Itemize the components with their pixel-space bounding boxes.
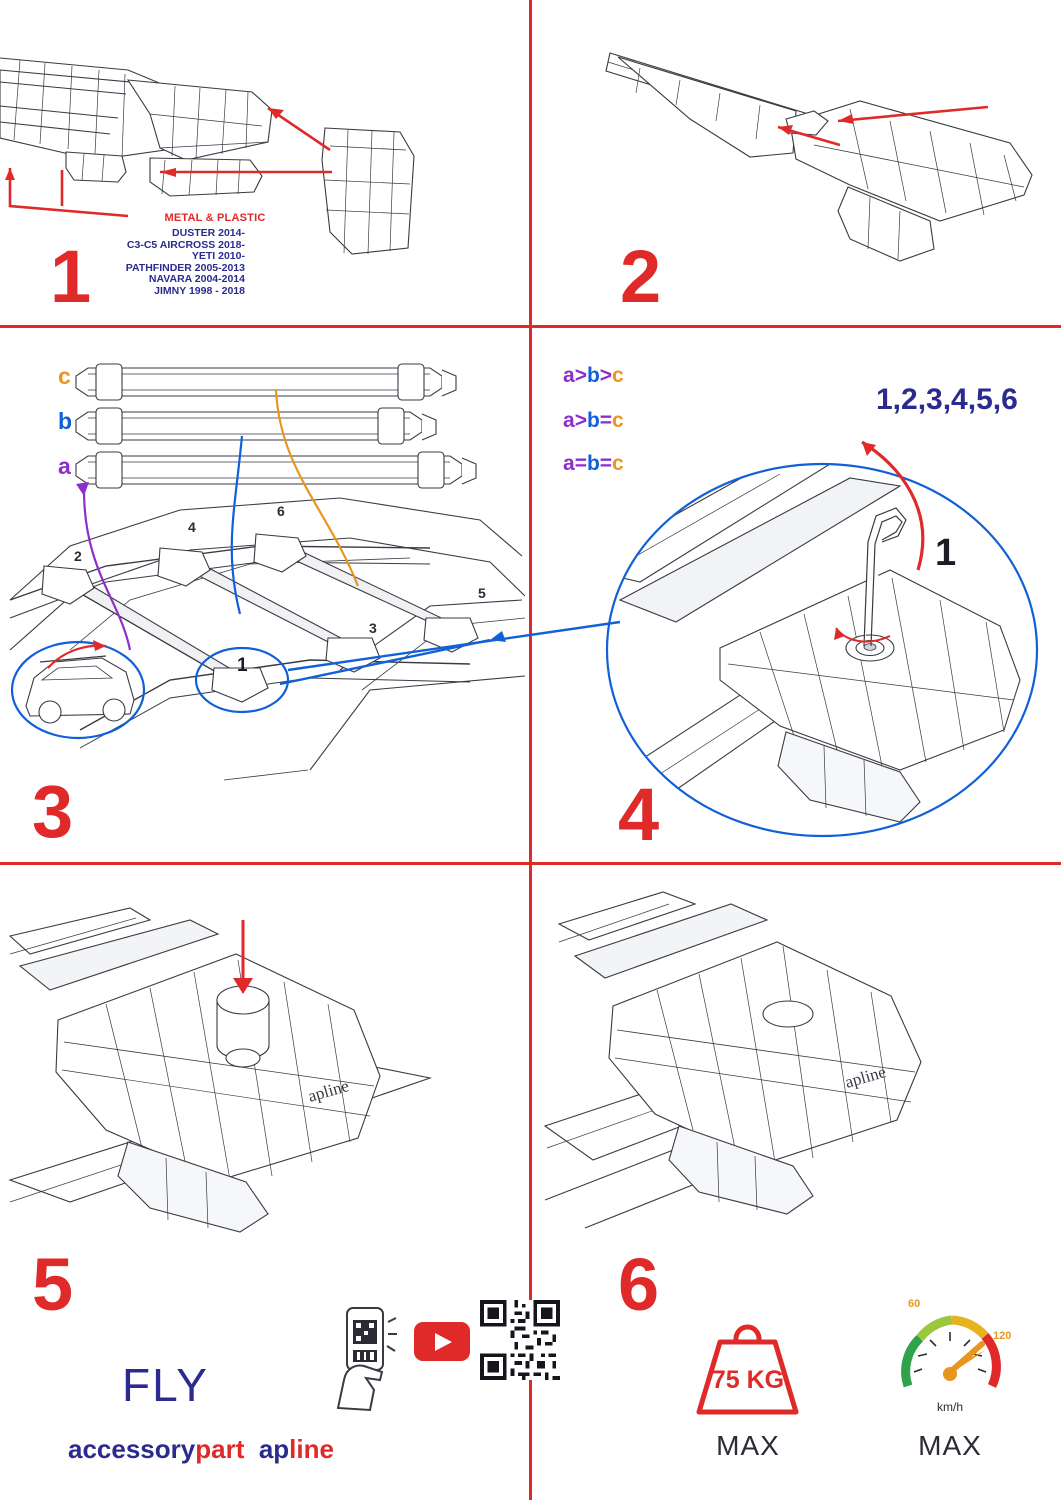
vehicle-list-item: C3-C5 AIRCROSS 2018- [126,238,245,251]
speed-unit-label: km/h [936,1400,963,1414]
callout-2: 2 [74,548,82,564]
step3-detail-badge: 1 [237,655,248,676]
brand-accessory: accessory [68,1434,196,1464]
step-number-1: 1 [50,235,90,318]
step4-sequence [876,385,1018,415]
callout-3: 3 [369,620,377,636]
step-number-3: 3 [32,770,72,853]
step-6-illustration [545,880,1045,1225]
brand-ap: ap [258,1434,290,1464]
fly-wordmark: FLY [122,1359,209,1411]
divider-col-bottom [529,865,532,1500]
step-number-4: 4 [618,773,658,856]
vehicle-list-item: NAVARA 2004-2014 [148,273,245,285]
callout-6: 6 [277,503,285,519]
step-5-illustration [10,880,520,1225]
eq-op: = [599,409,613,432]
bar-label-b: b [58,408,73,434]
eq-op: = [574,452,587,475]
metal-plastic-heading: METAL & PLASTIC [164,212,266,224]
qr-code [480,1300,560,1380]
weight-limit-icon [690,1308,805,1418]
eq-op: > [599,364,613,387]
vehicle-list-item: PATHFINDER 2005-2013 [125,261,245,274]
step-number-2: 2 [620,235,660,318]
divider-col-top [529,0,532,325]
eq-op: > [574,364,587,387]
eq-term: c [612,409,624,432]
step4-detail-badge: 1 [935,532,957,574]
svg-text:apline: apline [305,1076,352,1106]
divider-col-mid [529,328,532,862]
weight-limit-caption: MAX [716,1430,780,1461]
vehicle-list-item: YETI 2010- [191,250,245,262]
step-4-illustration [600,450,1045,840]
brand-line: line [289,1434,334,1464]
eq-term: b [586,364,600,387]
vehicle-list-item: JIMNY 1998 - 2018 [154,284,245,297]
brand-part: part [195,1434,245,1464]
step-number-5: 5 [32,1243,72,1326]
brand-tagline [68,1436,334,1462]
callout-5: 5 [478,585,486,601]
step-3-illustration [10,350,525,830]
speed-limit-caption: MAX [918,1430,982,1461]
equation-row-2 [563,410,624,431]
eq-term: a [563,409,575,432]
step-2-illustration [600,35,1050,265]
eq-op: > [574,409,587,432]
svg-text:apline: apline [842,1062,889,1092]
gauge-max-tick: 120 [993,1330,1012,1342]
callout-4: 4 [188,519,196,535]
equation-row-1 [563,365,624,386]
youtube-icon[interactable] [414,1322,470,1361]
eq-term: a [563,364,575,387]
bar-label-c: c [58,363,71,389]
eq-term: b [586,409,600,432]
eq-term: c [612,364,624,387]
bar-label-a: a [58,453,71,479]
eq-term: a [563,452,575,475]
eq-term: c [612,452,624,475]
eq-term: b [586,452,600,475]
step-number-6: 6 [618,1243,658,1326]
scan-qr-hand-icon [330,1304,400,1414]
weight-limit-value: 75 KG [711,1366,785,1394]
vehicle-list-item: DUSTER 2014- [172,227,245,239]
gauge-min-tick: 60 [908,1298,921,1310]
eq-op: = [599,452,613,475]
sequence-text: 1,2,3,4,5,6 [876,383,1018,416]
